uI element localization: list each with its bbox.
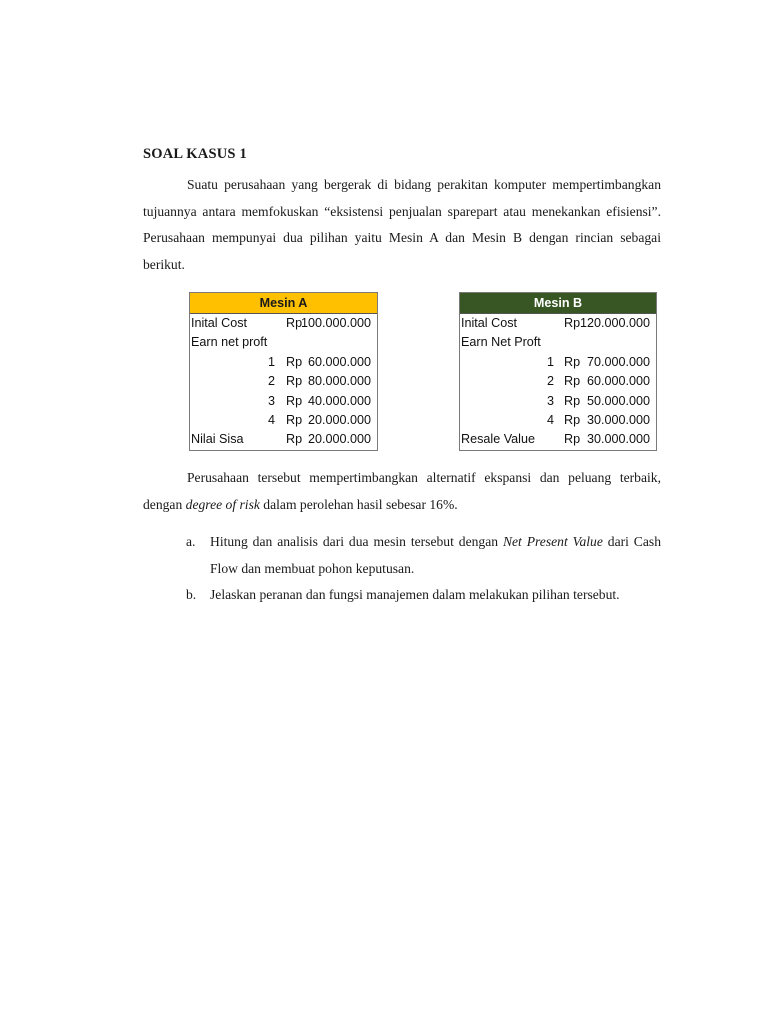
currency-label: Rp <box>286 432 303 447</box>
table-row <box>190 372 377 391</box>
risk-text-after: dalam perolehan hasil sebesar 16%. <box>259 496 458 512</box>
amount-value: 60.000.000 <box>307 354 371 369</box>
question-list <box>143 529 661 609</box>
row-label: Resale Value <box>461 432 535 447</box>
risk-text-before: Perusahaan tersebut mempertimbangkan alternatif ekspansi dan peluang terbaik, dengan <box>143 470 661 512</box>
year-value: 4 <box>546 412 554 427</box>
currency-label: Rp <box>564 432 581 447</box>
currency-label: Rp <box>286 316 303 330</box>
row-label: Nilai Sisa <box>191 432 244 447</box>
question-term: Net Present Value <box>502 534 603 549</box>
amount-value: 80.000.000 <box>307 374 371 389</box>
currency-label: Rp <box>564 374 581 389</box>
currency-label: Rp <box>286 393 303 408</box>
amount-value: 60.000.000 <box>586 374 650 389</box>
year-value: 4 <box>267 412 275 427</box>
table-row-residual <box>190 430 377 449</box>
row-label: Earn net proft <box>191 335 268 350</box>
question-text-after: dari Cash Flow dan membuat pohon keputusan. <box>210 534 661 576</box>
amount-value: 20.000.000 <box>307 412 371 427</box>
amount-value: 100.000.000 <box>300 316 371 330</box>
table-row <box>460 411 656 430</box>
table-row <box>190 392 377 411</box>
row-label: Inital Cost <box>191 316 247 330</box>
currency-label: Rp <box>286 374 303 389</box>
table-row-earn <box>190 333 377 352</box>
risk-paragraph <box>143 465 661 518</box>
table-row <box>460 392 656 411</box>
amount-value: 20.000.000 <box>307 432 371 447</box>
risk-term: degree of risk <box>185 496 260 512</box>
table-row-residual <box>460 430 656 449</box>
table-row <box>460 372 656 391</box>
row-label: Earn Net Proft <box>461 335 541 350</box>
year-value: 3 <box>267 393 275 408</box>
table-row-earn <box>460 333 656 352</box>
year-value: 2 <box>546 374 554 389</box>
amount-value: 70.000.000 <box>586 354 650 369</box>
currency-label: Rp <box>564 316 581 330</box>
list-marker: a. <box>186 534 196 549</box>
question-text: Jelaskan peranan dan fungsi manajemen dalam melakukan pilihan tersebut. <box>210 587 620 603</box>
intro-paragraph: Suatu perusahaan yang bergerak di bidang perakitan komputer mempertimbangkan tujuannya antara memfokuskan “eksistensi penjualan sparepart atau menekankan efisiensi”. Perusahaan mempunyai dua pilihan yaitu Mesin A dan Mesin B dengan rincian sebagai berikut. <box>143 177 661 273</box>
currency-label: Rp <box>564 354 581 369</box>
amount-value: 120.000.000 <box>579 316 650 330</box>
table-mesin-a <box>189 292 378 451</box>
table-row <box>190 353 377 372</box>
year-value: 1 <box>546 354 554 369</box>
table-row <box>190 411 377 430</box>
list-item <box>143 529 661 582</box>
amount-value: 40.000.000 <box>307 393 371 408</box>
table-row <box>460 353 656 372</box>
currency-label: Rp <box>564 393 581 408</box>
row-label: Inital Cost <box>461 316 517 330</box>
page-title: SOAL KASUS 1 <box>143 146 247 162</box>
amount-value: 30.000.000 <box>586 412 650 427</box>
amount-value: 50.000.000 <box>586 393 650 408</box>
table-row-initial-cost <box>190 314 377 333</box>
question-text-before: Hitung dan analisis dari dua mesin tersebut dengan <box>210 534 503 549</box>
table-row-initial-cost <box>460 314 656 333</box>
list-marker: b. <box>186 587 197 603</box>
table-header: Mesin B <box>460 293 656 314</box>
table-mesin-b <box>459 292 657 451</box>
table-header: Mesin A <box>190 293 377 314</box>
list-item <box>143 582 661 609</box>
currency-label: Rp <box>286 354 303 369</box>
year-value: 1 <box>267 354 275 369</box>
year-value: 2 <box>267 374 275 389</box>
amount-value: 30.000.000 <box>586 432 650 447</box>
year-value: 3 <box>546 393 554 408</box>
currency-label: Rp <box>564 412 581 427</box>
currency-label: Rp <box>286 412 303 427</box>
